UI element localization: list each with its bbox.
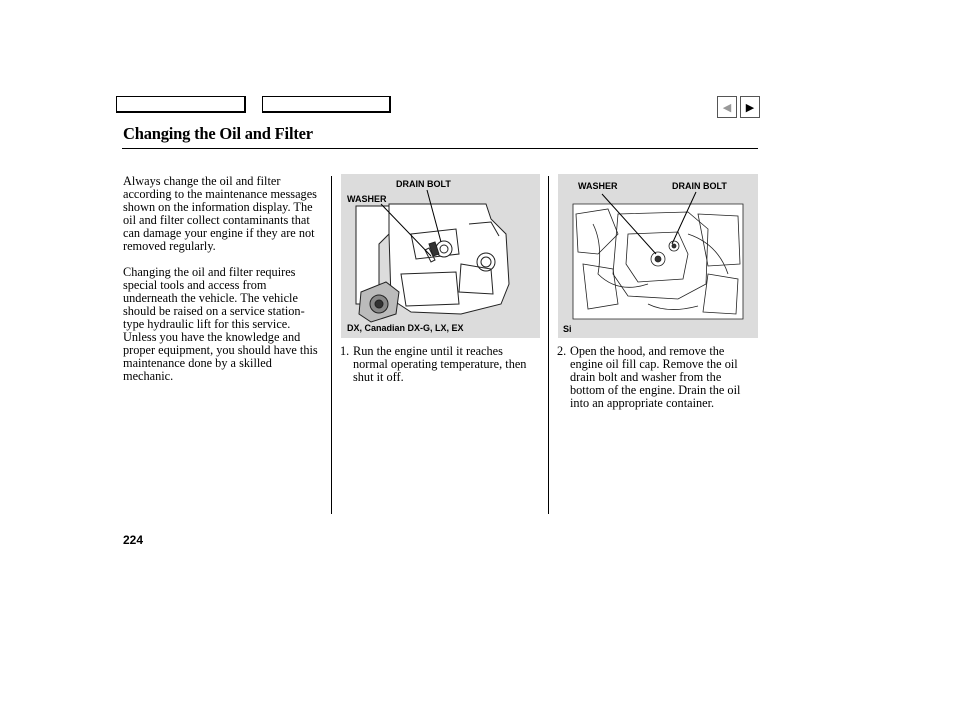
figure-drain-bolt-si	[558, 174, 758, 338]
step-text: Open the hood, and remove the engine oil fill cap. Remove the oil drain bolt and washer from the bottom of the engine. Drain the oil into an appropriate container.	[570, 344, 741, 410]
intro-text	[123, 175, 323, 396]
figure-caption: DX, Canadian DX-G, LX, EX	[347, 323, 464, 333]
step-number: 1.	[340, 344, 350, 358]
step-text: Run the engine until it reaches normal operating temperature, then shut it off.	[353, 344, 527, 384]
step-number: 2.	[557, 344, 567, 358]
page-number: 224	[123, 533, 144, 547]
nav-tab-2[interactable]	[262, 96, 391, 113]
column-divider-1	[331, 176, 332, 514]
previous-page-button[interactable]	[717, 96, 737, 118]
nav-tab-1[interactable]	[116, 96, 246, 113]
engine-illustration-2	[558, 174, 758, 338]
next-page-button[interactable]	[740, 96, 760, 118]
triangle-left-icon: ◀	[722, 100, 732, 114]
label-drain-bolt: DRAIN BOLT	[672, 181, 727, 191]
intro-paragraph-2: Changing the oil and filter requires special tools and access from underneath the vehicle. The vehicle should be raised on a service station-type hydraulic lift for this service. Unless you have the knowledge and proper equipment, you should have this maintenance done by a skilled mechanic.	[123, 265, 318, 383]
title-divider	[122, 148, 758, 149]
intro-paragraph-1: Always change the oil and filter according to the maintenance messages shown on the information display. The oil and filter collect contaminants that can damage your engine if they are not removed regularly.	[123, 174, 317, 253]
label-drain-bolt: DRAIN BOLT	[396, 179, 451, 189]
triangle-right-icon: ▶	[745, 100, 755, 114]
column-divider-2	[548, 176, 549, 514]
page-title: Changing the Oil and Filter	[123, 124, 313, 143]
step-2	[557, 345, 759, 410]
figure-caption: Si	[563, 324, 572, 334]
label-washer: WASHER	[347, 194, 387, 204]
figure-drain-bolt-dx	[341, 174, 540, 338]
label-washer: WASHER	[578, 181, 618, 191]
step-1	[340, 345, 532, 384]
